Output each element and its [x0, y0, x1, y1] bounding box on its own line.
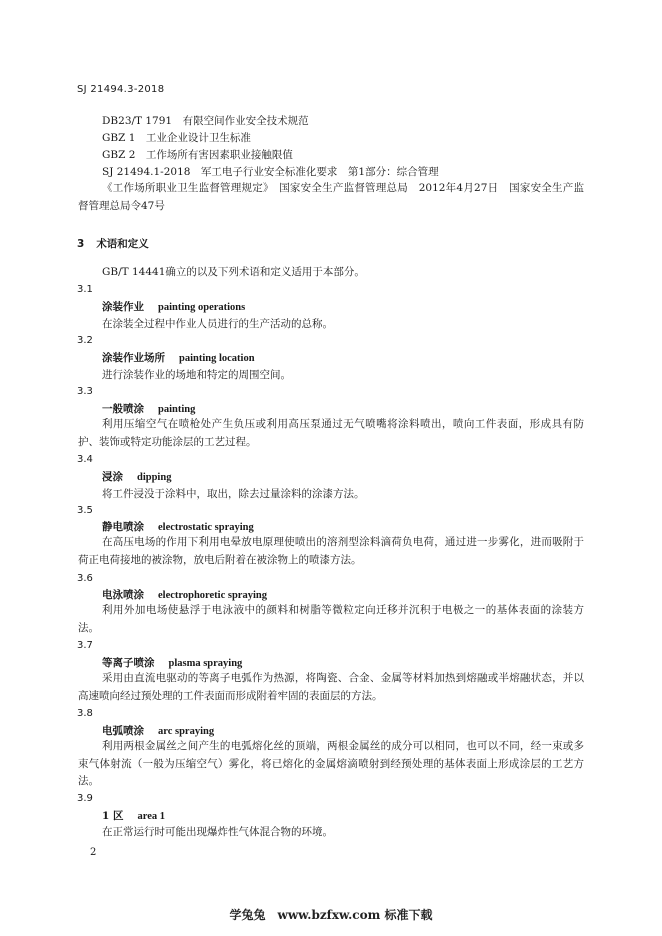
- term-cn: 涂装作业: [102, 301, 144, 313]
- term-cn: 1 区: [102, 810, 124, 822]
- term-number: 3.8: [77, 708, 93, 719]
- term-cn: 电泳喷涂: [102, 589, 144, 601]
- term-en: painting: [158, 404, 196, 415]
- term-number: 3.2: [77, 335, 93, 346]
- term-cn: 静电喷涂: [102, 521, 144, 533]
- page-number: 2: [90, 847, 97, 858]
- reference-item: SJ 21494.1-2018 军工电子行业安全标准化要求 第1部分：综合管理: [102, 166, 439, 178]
- term-number: 3.9: [77, 793, 93, 804]
- term-en: plasma spraying: [168, 658, 243, 669]
- term-title: [102, 351, 255, 366]
- term-number: 3.1: [77, 284, 93, 295]
- term-title: [102, 656, 242, 671]
- section-heading: [77, 236, 149, 251]
- reference-item: DB23/T 1791 有限空间作业安全技术规范: [102, 115, 309, 127]
- term-number: 3.4: [77, 454, 93, 465]
- term-number: 3.3: [77, 386, 93, 397]
- standard-number: SJ 21494.3-2018: [77, 84, 165, 95]
- term-cn: 涂装作业场所: [102, 352, 165, 364]
- term-cn: 等离子喷涂: [102, 657, 155, 669]
- term-title: [102, 300, 245, 315]
- term-title: [102, 724, 214, 739]
- term-en: electrostatic spraying: [158, 522, 254, 533]
- term-definition: 在涂装全过程中作业人员进行的生产活动的总称。: [102, 318, 333, 330]
- term-definition: 利用外加电场使悬浮于电泳液中的颜料和树脂等微粒定向迁移并沉积于电极之一的基体表面的涂装方法。: [78, 604, 584, 634]
- term-en: electrophoretic spraying: [158, 590, 267, 601]
- section-number: 3: [77, 238, 85, 250]
- term-title: [102, 809, 165, 824]
- term-definition: 进行涂装作业的场地和特定的周围空间。: [102, 369, 291, 381]
- term-title: [102, 402, 195, 417]
- term-title: [102, 520, 254, 535]
- footer-watermark: 学兔兔 www.bzfxw.com 标准下载: [229, 908, 433, 922]
- term-definition: 采用由直流电驱动的等离子电弧作为热源，将陶瓷、合金、金属等材料加热到熔融或半熔融状态，并以高速喷向经过预处理的工件表面而形成附着牢固的表面层的方法。: [78, 672, 584, 702]
- intro-text: GB/T 14441确立的以及下列术语和定义适用于本部分。: [102, 266, 365, 278]
- term-en: painting location: [179, 353, 255, 364]
- reference-regulation: 《工作场所职业卫生监督管理规定》 国家安全生产监督管理总局 2012年4月27日 国家安全生产监督管理总局令47号: [78, 182, 584, 212]
- reference-item: GBZ 1 工业企业设计卫生标准: [102, 132, 251, 144]
- term-cn: 电弧喷涂: [102, 725, 144, 737]
- term-definition: 在正常运行时可能出现爆炸性气体混合物的环境。: [102, 826, 333, 838]
- term-number: 3.6: [77, 573, 93, 584]
- reference-item: GBZ 2 工作场所有害因素职业接触限值: [102, 149, 293, 161]
- term-number: 3.7: [77, 640, 93, 651]
- section-title: 术语和定义: [96, 238, 149, 250]
- term-definition: 利用两根金属丝之间产生的电弧熔化丝的顶端，两根金属丝的成分可以相同，也可以不同，经一束或多束气体射流（一般为压缩空气）雾化，将已熔化的金属熔滴喷射到经预处理的基体表面上形成涂层的工艺方法。: [78, 740, 584, 787]
- term-definition: 将工件浸没于涂料中，取出，除去过量涂料的涂漆方法。: [102, 488, 365, 500]
- term-en: arc spraying: [158, 726, 215, 737]
- term-title: [102, 588, 267, 603]
- term-cn: 浸涂: [102, 471, 123, 483]
- term-definition: 利用压缩空气在喷枪处产生负压或利用高压泵通过无气喷嘴将涂料喷出，喷向工件表面，形成具有防护、装饰或特定功能涂层的工艺过程。: [78, 418, 584, 448]
- term-title: [102, 470, 171, 485]
- term-cn: 一般喷涂: [102, 403, 144, 415]
- term-definition: 在高压电场的作用下利用电晕放电原理使喷出的溶剂型涂料滴荷负电荷，通过进一步雾化，进而吸附于荷正电荷接地的被涂物，放电后附着在被涂物上的喷漆方法。: [78, 536, 584, 566]
- term-en: painting operations: [158, 302, 246, 313]
- term-en: dipping: [137, 472, 172, 483]
- term-en: area 1: [137, 811, 165, 822]
- term-number: 3.5: [77, 505, 93, 516]
